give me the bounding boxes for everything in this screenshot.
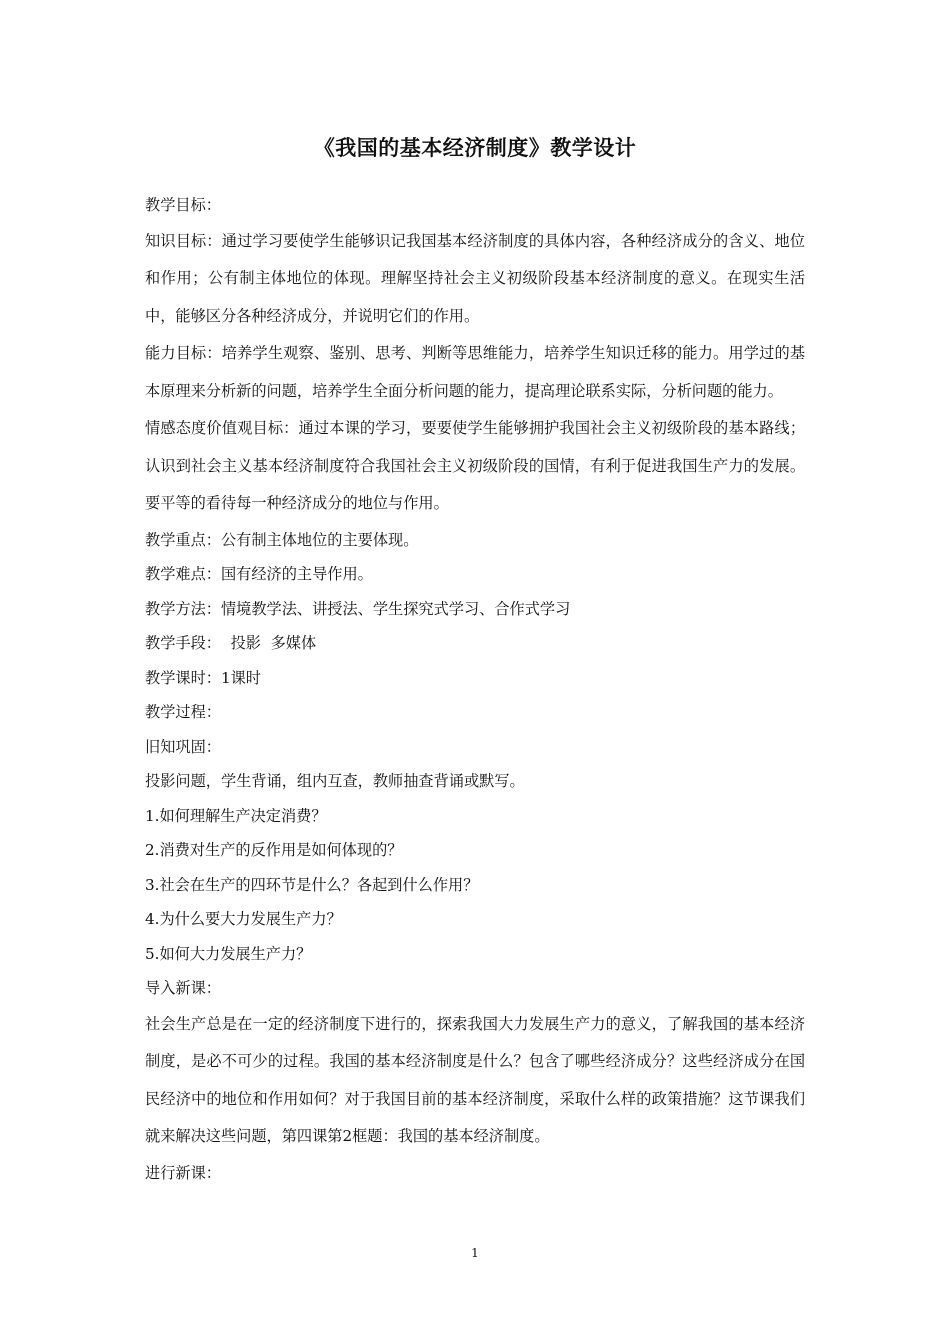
emotion-goal-paragraph bbox=[145, 410, 805, 523]
question-5: 5.如何大力发展生产力？ bbox=[145, 944, 312, 963]
document-title: 《我国的基本经济制度》教学设计 bbox=[313, 135, 637, 160]
review-heading: 旧知巩固： bbox=[145, 737, 221, 756]
knowledge-goal-paragraph bbox=[145, 223, 805, 336]
objectives-heading: 教学目标： bbox=[145, 196, 221, 214]
process-heading: 教学过程： bbox=[145, 703, 221, 721]
new-lesson-heading: 进行新课： bbox=[145, 1163, 221, 1182]
review-intro-line: 投影问题，学生背诵，组内互查，教师抽查背诵或默写。 bbox=[145, 772, 525, 790]
intro-heading: 导入新课： bbox=[145, 979, 221, 997]
page-number: 1 bbox=[471, 1246, 479, 1260]
emotion-goal-text: 情感态度价值观目标：通过本课的学习，要要使学生能够拥护我国社会主义初级阶段的基本路线；认识到社会主义基本经济制度符合我国社会主义初级阶段的国情，有利于促进我国生产力的发展。要平等的看待每一种经济成分的地位与作用。 bbox=[145, 419, 805, 512]
ability-goal-text: 能力目标：培养学生观察、鉴别、思考、判断等思维能力，培养学生知识迁移的能力。用学过的基本原理来分析新的问题，培养学生全面分析问题的能力，提高理论联系实际，分析问题的能力。 bbox=[145, 344, 805, 400]
key-point-line: 教学重点：公有制主体地位的主要体现。 bbox=[145, 530, 419, 549]
question-3: 3.社会在生产的四环节是什么？各起到什么作用？ bbox=[145, 875, 479, 894]
ability-goal-paragraph bbox=[145, 335, 805, 410]
intro-paragraph bbox=[145, 1006, 805, 1156]
means-line: 教学手段： 投影 多媒体 bbox=[145, 634, 317, 652]
difficulty-line: 教学难点：国有经济的主导作用。 bbox=[145, 565, 373, 583]
hours-line: 教学课时：1课时 bbox=[145, 668, 261, 687]
methods-line: 教学方法：情境教学法、讲授法、学生探究式学习、合作式学习 bbox=[145, 599, 571, 618]
question-2: 2.消费对生产的反作用是如何体现的？ bbox=[145, 841, 403, 859]
question-1: 1.如何理解生产决定消费？ bbox=[145, 806, 327, 825]
question-4: 4.为什么要大力发展生产力？ bbox=[145, 910, 342, 928]
intro-text: 社会生产总是在一定的经济制度下进行的，探索我国大力发展生产力的意义，了解我国的基本经济制度，是必不可少的过程。我国的基本经济制度是什么？包含了哪些经济成分？这些经济成分在国民经济中的地位和作用如何？对于我国目前的基本经济制度，采取什么样的政策措施？这节课我们就来解决这些问题，第四课第2框题：我国的基本经济制度。 bbox=[145, 1014, 805, 1145]
document-body bbox=[145, 188, 805, 1190]
knowledge-goal-text: 知识目标：通过学习要使学生能够识记我国基本经济制度的具体内容，各种经济成分的含义、地位和作用；公有制主体地位的体现。理解坚持社会主义初级阶段基本经济制度的意义。在现实生活中，能够区分各种经济成分，并说明它们的作用。 bbox=[145, 231, 805, 325]
